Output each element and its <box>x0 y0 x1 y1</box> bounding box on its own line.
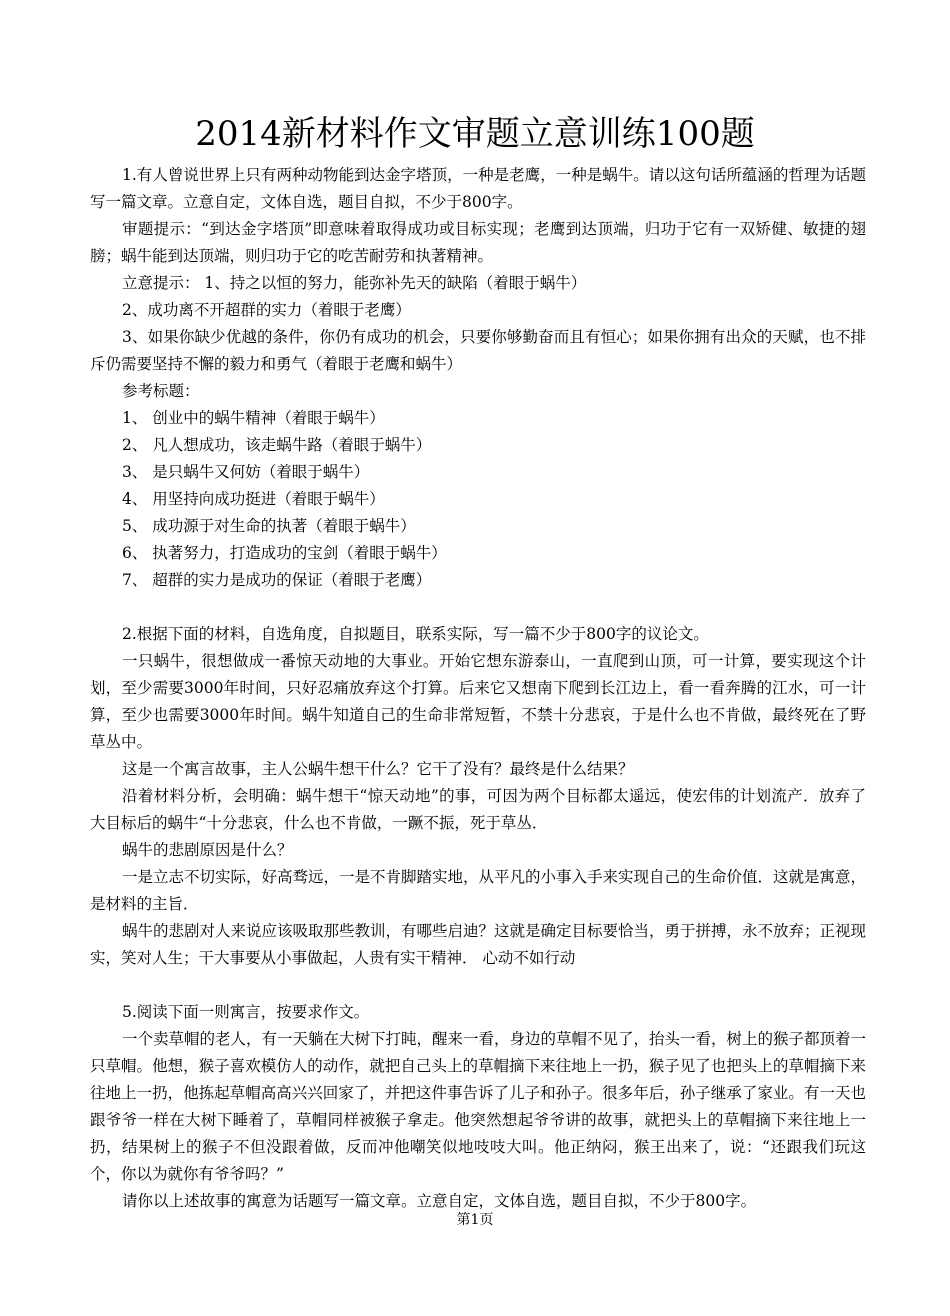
document-body <box>90 162 866 1215</box>
paragraph: 3、如果你缺少优越的条件，你仍有成功的机会，只要你够勤奋而且有恒心；如果你拥有出众的天赋，也不排斥仍需要坚持不懈的毅力和勇气（着眼于老鹰和蜗牛） <box>90 328 866 373</box>
paragraph-gap <box>90 594 866 621</box>
paragraph: 1.有人曾说世界上只有两种动物能到达金字塔顶，一种是老鹰，一种是蜗牛。请以这句话所蕴涵的哲理为话题写一篇文章。立意自定，文体自选，题目自拟，不少于800字。 <box>90 166 866 211</box>
paragraph: 一只蜗牛，很想做成一番惊天动地的大事业。开始它想东游泰山，一直爬到山顶，可一计算，要实现这个计划，至少需要3000年时间，只好忍痛放弃这个打算。后来它又想南下爬到长江边上，看一看奔腾的江水，可一计算，至少也需要3000年时间。蜗牛知道自己的生命非常短暂，不禁十分悲哀，于是什么也不肯做，最终死在了野草丛中。 <box>90 652 866 751</box>
paragraph: 蜗牛的悲剧对人来说应该吸取那些教训，有哪些启迪？这就是确定目标要恰当，勇于拼搏，永不放弃；正视现实，笑对人生；干大事要从小事做起，人贵有实干精神． 心动不如行动 <box>90 922 867 967</box>
paragraph: 这是一个寓言故事，主人公蜗牛想干什么？它干了没有？最终是什么结果？ <box>122 760 634 778</box>
paragraph: 立意提示： 1、持之以恒的努力，能弥补先天的缺陷（着眼于蜗牛） <box>122 274 587 292</box>
paragraph: 5.阅读下面一则寓言，按要求作文。 <box>122 1003 370 1021</box>
paragraph: 1、 创业中的蜗牛精神（着眼于蜗牛） <box>122 409 385 427</box>
paragraph: 参考标题： <box>122 382 200 400</box>
paragraph: 7、 超群的实力是成功的保证（着眼于老鹰） <box>122 571 432 589</box>
document-title: 2014新材料作文审题立意训练100题 <box>195 114 755 154</box>
paragraph: 3、 是只蜗牛又何妨（着眼于蜗牛） <box>122 463 370 481</box>
paragraph: 一个卖草帽的老人，有一天躺在大树下打盹，醒来一看，身边的草帽不见了，抬头一看，树上的猴子都顶着一只草帽。他想，猴子喜欢模仿人的动作，就把自己头上的草帽摘下来往地上一扔，猴子见了也把头上的草帽摘下来往地上一扔，他拣起草帽高高兴兴回家了，并把这件事告诉了儿子和孙子。很多年后，孙子继承了家业。有一天也跟爷爷一样在大树下睡着了，草帽同样被猴子拿走。他突然想起爷爷讲的故事，就把头上的草帽摘下来往地上一扔，结果树上的猴子不但没跟着做，反而冲他嘲笑似地吱吱大叫。他正纳闷，猴王出来了，说：“还跟我们玩这个，你以为就你有爷爷吗？” <box>90 1030 867 1183</box>
paragraph: 2.根据下面的材料，自选角度，自拟题目，联系实际，写一篇不少于800字的议论文。 <box>122 625 709 643</box>
paragraph: 请你以上述故事的寓意为话题写一篇文章。立意自定，文体自选，题目自拟，不少于800字。 <box>122 1192 757 1210</box>
paragraph-gap <box>90 972 866 999</box>
paragraph: 5、 成功源于对生命的执著（着眼于蜗牛） <box>122 517 416 535</box>
page-number: 第1页 <box>456 1212 494 1228</box>
paragraph: 一是立志不切实际，好高骛远，一是不肯脚踏实地，从平凡的小事入手来实现自己的生命价值．这就是寓意，是材料的主旨． <box>90 868 867 913</box>
paragraph: 6、 执著努力，打造成功的宝剑（着眼于蜗牛） <box>122 544 447 562</box>
paragraph: 2、 凡人想成功，该走蜗牛路（着眼于蜗牛） <box>122 436 432 454</box>
paragraph: 沿着材料分析，会明确：蜗牛想干“惊天动地”的事，可因为两个目标都太遥远，使宏伟的计划流产．放弃了大目标后的蜗牛“十分悲哀，什么也不肯做，一蹶不振，死于草丛． <box>90 787 866 832</box>
paragraph: 2、成功离不开超群的实力（着眼于老鹰） <box>122 301 411 319</box>
paragraph: 审题提示：“到达金字塔顶”即意味着取得成功或目标实现；老鹰到达顶端，归功于它有一双矫健、敏捷的翅膀；蜗牛能到达顶端，则归功于它的吃苦耐劳和执著精神。 <box>90 220 866 265</box>
paragraph: 4、 用坚持向成功挺进（着眼于蜗牛） <box>122 490 385 508</box>
paragraph: 蜗牛的悲剧原因是什么？ <box>122 841 293 859</box>
